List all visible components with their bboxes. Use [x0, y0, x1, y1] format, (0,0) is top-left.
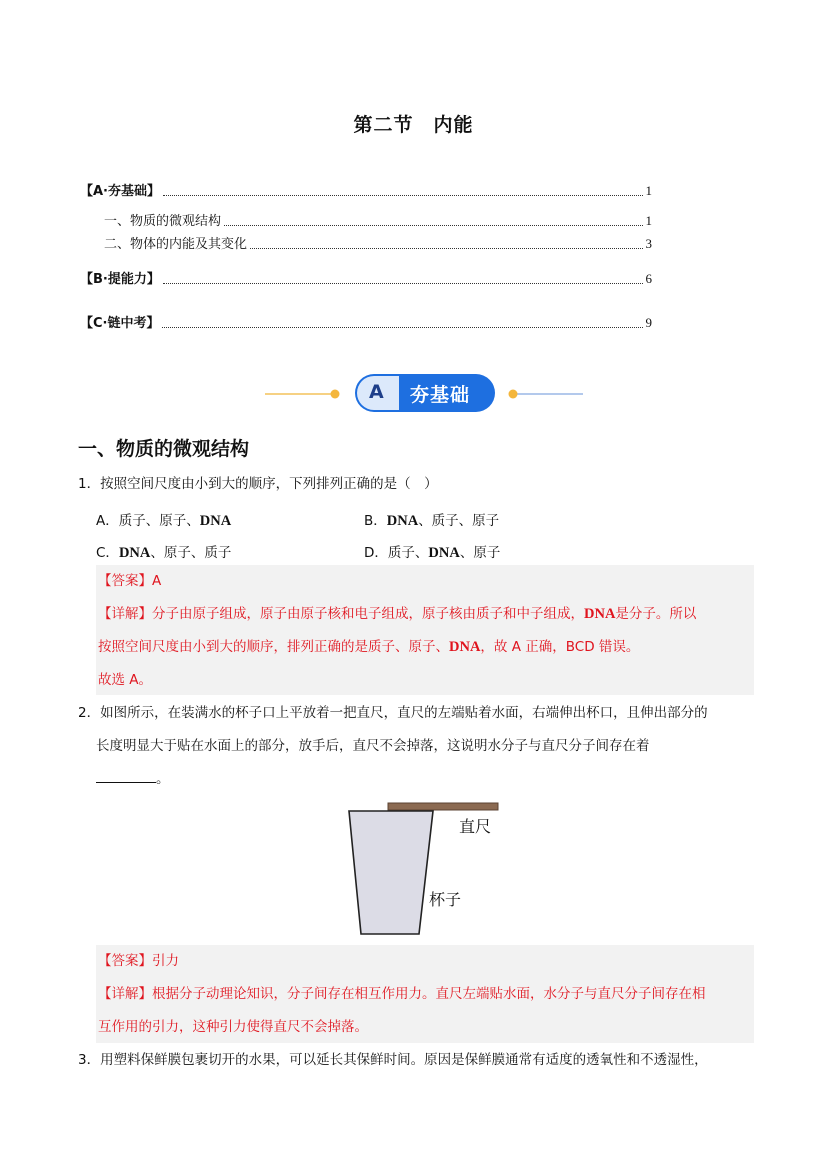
option-text: C．	[96, 545, 119, 561]
toc-page: 1	[645, 183, 652, 198]
cup-shape	[349, 811, 433, 934]
question-text: 如图所示，在装满水的杯子口上平放着一把直尺，直尺的左端贴着水面，右端伸出杯口，且伸出部分的	[100, 705, 708, 721]
banner-text: 夯基础	[410, 384, 471, 406]
dot-right-icon	[509, 390, 518, 399]
option-text: D．质子、	[364, 545, 429, 561]
toc-leader	[162, 326, 642, 328]
toc-page: 9	[645, 315, 652, 330]
question-1-stem	[78, 468, 758, 501]
answer-line: 【答案】引力	[98, 953, 179, 969]
detail-line-2: 互作用的引力，这种引力使得直尺不会掉落。	[98, 1019, 368, 1035]
detail-line-1: 【详解】分子由原子组成，原子由原子核和电子组成，原子核由质子和中子组成，DNA是分子。所以	[98, 606, 697, 622]
option-text: 、原子	[459, 545, 501, 561]
option-text: 、质子、原子	[418, 513, 500, 529]
question-text: 长度明显大于贴在水面上的部分，放手后，直尺不会掉落，这说明水分子与直尺分子间存在着	[96, 738, 650, 754]
question-text: 按照空间尺度由小到大的顺序，下列排列正确的是（ ）	[100, 476, 438, 492]
option-text: A．质子、原子、	[96, 513, 200, 529]
question-3-stem	[78, 1044, 758, 1077]
toc-label: 【C·链中考】	[80, 316, 160, 331]
ruler-label: 直尺	[459, 817, 492, 836]
detail-line-3: 故选 A。	[98, 672, 153, 688]
toc-item-a2[interactable]	[104, 233, 652, 252]
figure-cup-ruler	[345, 800, 505, 940]
detail-line-1: 【详解】根据分子动理论知识，分子间存在相互作用力。直尺左端贴水面，水分子与直尺分子间存在相	[98, 986, 706, 1002]
option-bold-text: DNA	[386, 513, 419, 529]
toc-leader	[163, 194, 643, 196]
toc-label: 【A·夯基础】	[80, 184, 160, 199]
toc-item-a1[interactable]	[104, 210, 652, 229]
toc-label: 【B·提能力】	[80, 272, 160, 287]
answer-box-1	[96, 565, 754, 695]
section-banner	[265, 368, 585, 418]
answer-blank[interactable]	[96, 768, 156, 783]
toc-leader	[224, 224, 642, 226]
dot-left-icon	[331, 390, 340, 399]
page-title: 第二节 内能	[353, 114, 474, 136]
option-b[interactable]	[364, 509, 499, 530]
question-text: 用塑料保鲜膜包裹切开的水果，可以延长其保鲜时间。原因是保鲜膜通常有适度的透氧性和不透湿性，	[100, 1052, 708, 1068]
option-bold-text: DNA	[428, 545, 460, 561]
option-bold-text: DNA	[118, 545, 151, 561]
toc-item-a[interactable]	[80, 180, 652, 199]
option-bold-text: DNA	[199, 513, 232, 529]
answer-box-2	[96, 945, 754, 1043]
toc-leader	[163, 282, 643, 284]
option-c[interactable]	[96, 541, 231, 562]
toc-label: 二、物体的内能及其变化	[104, 237, 248, 252]
toc-label: 一、物质的微观结构	[104, 214, 222, 229]
cup-label: 杯子	[429, 890, 462, 909]
toc-leader	[250, 247, 642, 249]
option-a[interactable]	[96, 509, 231, 530]
toc-page: 3	[645, 236, 652, 251]
option-text: B．	[364, 513, 387, 529]
toc-item-c[interactable]	[80, 312, 652, 331]
banner-letter: A	[369, 381, 384, 403]
question-2-stem: 2．如图所示，在装满水的杯子口上平放着一把直尺，直尺的左端贴着水面，右端伸出杯口，且伸出部分的 长度明显大于贴在水面上的部分，放手后，直尺不会掉落，这说明水分子与直尺分子间存在着 。	[78, 697, 758, 796]
toc-page: 1	[645, 213, 652, 228]
toc-item-b[interactable]	[80, 268, 652, 287]
section-heading: 一、物质的微观结构	[78, 438, 250, 460]
option-d[interactable]	[364, 541, 500, 562]
question-number: 2．	[78, 705, 101, 721]
toc-page: 6	[645, 271, 652, 286]
option-text: 、原子、质子	[150, 545, 232, 561]
detail-line-2: 按照空间尺度由小到大的顺序，排列正确的是质子、原子、DNA，故 A 正确，BCD 错误。	[98, 639, 640, 655]
answer-line: 【答案】A	[98, 573, 162, 589]
ruler-shape	[388, 803, 498, 810]
question-number: 3．	[78, 1052, 101, 1068]
question-number: 1．	[78, 476, 101, 492]
